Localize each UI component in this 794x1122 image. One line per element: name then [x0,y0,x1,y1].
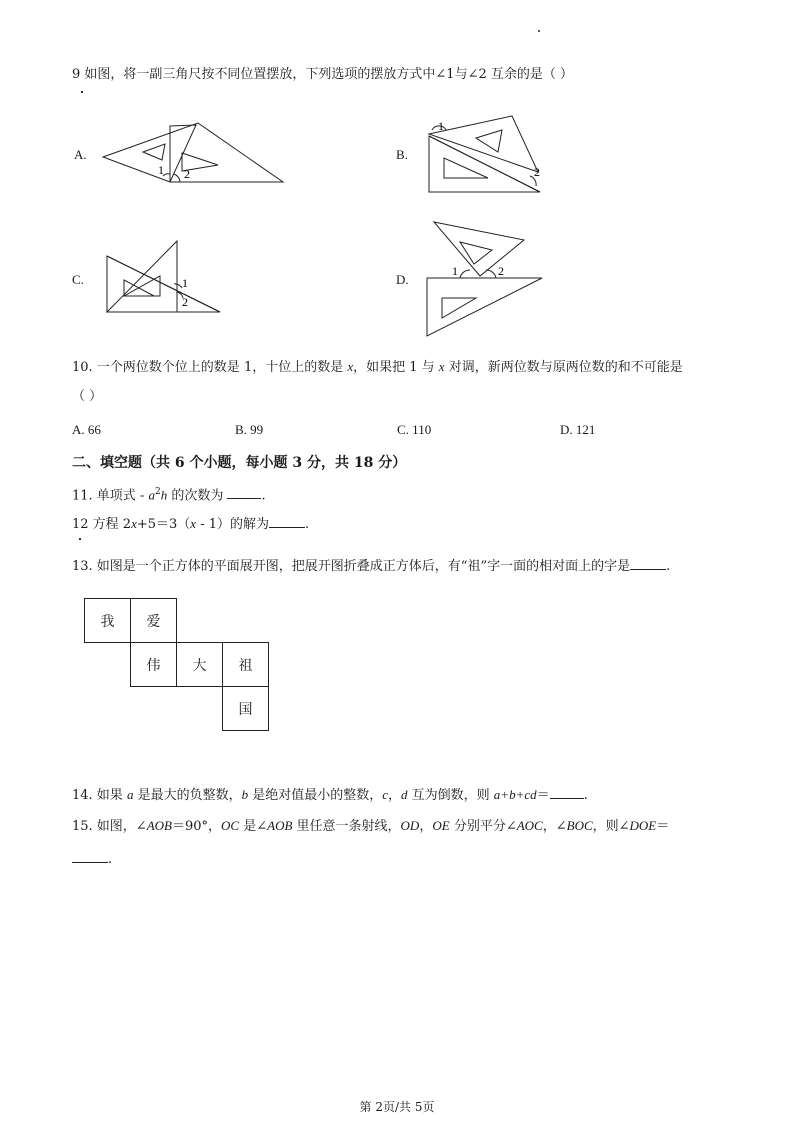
angle1-label: 1 [182,276,188,290]
angle2-label: 2 [184,167,190,181]
q15-t3: 里任意一条射线， [292,819,401,834]
q13-text: 13. 如图是一个正方体的平面展开图，把展开图折叠成正方体后，有“祖”字一面的相对面上的字是 [72,559,631,574]
q14-var-b: b [241,787,249,802]
q15-t6: ，∠ [542,819,567,834]
q12 [72,515,309,534]
q12-post: - 1）的解为 [196,517,270,532]
q10-stem-mid: ，如果把 1 与 [353,360,439,375]
q10-stem [72,358,683,377]
q9-figure-b [424,110,549,195]
q14-eq: ＝ [536,788,550,803]
angle1-label: 1 [452,264,458,278]
q15-t5: 分别平分∠ [449,819,517,834]
angle1-label: 1 [438,119,444,133]
q15-line2 [72,850,112,869]
q9-figure-d [424,218,549,340]
q10-option-c: C. 110 [397,422,432,437]
q14-answer-blank[interactable] [550,786,584,799]
q10-var-x: x [438,359,445,374]
angle2-label: 2 [182,295,188,309]
q15-answer-blank[interactable] [72,850,108,863]
q9-option-a-label: A. [74,147,87,162]
q15-pre: 15. 如图，∠ [72,819,147,834]
stray-dot [79,538,81,540]
q14-end: . [583,788,588,803]
q14-t3: ， [388,788,402,803]
q12-pre: 12 方程 2 [72,517,132,532]
q12-mid: +5＝3（ [136,517,191,532]
q15-aob2: AOB [267,818,293,833]
q14-t2: 是绝对值最小的整数， [248,788,383,803]
q14-expr: a+b+cd [493,787,537,802]
q14-var-a: a [126,787,134,802]
q10-option-d: D. 121 [560,422,596,437]
cube-net [84,598,269,731]
q11 [72,483,266,505]
stray-dot [81,91,83,93]
q14-pre: 14. 如果 [72,788,127,803]
q11-end: . [261,488,266,504]
net-cell-wo: 我 [85,599,131,643]
q11-var-h: h [160,487,168,503]
net-cell-guo: 国 [223,687,269,731]
q14-t1: 是最大的负整数， [133,788,242,803]
q10-option-a: A. 66 [72,422,101,437]
q10-stem-pre: 10. 一个两位数个位上的数是 1，十位上的数是 [72,360,348,375]
q15-oe: OE [432,818,450,833]
q15-oc: OC [221,818,240,833]
q12-answer-blank[interactable] [269,515,305,528]
page-footer: 第 2页/共 5页 [359,1100,435,1114]
q15-doe: DOE [629,818,657,833]
q11-post: 的次数为 [167,488,228,504]
q9-option-d-label: D. [396,272,409,287]
q13-answer-blank[interactable] [630,557,666,570]
q12-end: . [305,517,310,532]
q15-end: . [108,852,113,867]
angle1-label: 1 [158,163,164,177]
q14-t4: 互为倒数，则 [407,788,494,803]
net-cell-zu: 祖 [223,643,269,687]
q10-stem-post: 对调，新两位数与原两位数的和不可能是 [444,360,683,375]
q15-t4: ， [419,819,433,834]
q11-exponent: 2 [154,487,161,497]
q15-boc: BOC [566,818,593,833]
q15-aob: AOB [146,818,172,833]
net-cell-wei: 伟 [131,643,177,687]
q12-var-x: x [190,516,197,531]
q15-t1: ＝90°， [171,819,222,834]
net-cell-ai: 爱 [131,599,177,643]
q15-t8: ＝ [656,819,670,834]
q15-t2: 是∠ [239,819,268,834]
q11-answer-blank[interactable] [227,486,261,499]
q14-var-c: c [382,787,389,802]
q9-figure-a [100,118,290,188]
section2-title: 二、填空题（共 6 个小题，每小题 3 分，共 18 分） [72,455,407,471]
angle2-label: 2 [534,165,540,179]
q13-end: . [666,559,671,574]
q10-paren: （ ） [72,389,103,404]
q14-var-d: d [401,787,408,802]
q12-var-x: x [131,516,137,531]
top-dot [538,30,540,32]
q10-var-x: x [347,359,354,374]
q15-t7: ，则∠ [592,819,630,834]
q9-option-b-label: B. [396,147,408,162]
q15 [72,817,669,836]
q9-option-c-label: C. [72,272,84,287]
q15-aoc: AOC [516,818,543,833]
q11-var-a: a [148,487,155,503]
q13 [72,557,670,576]
q9-stem: 9 如图，将一副三角尺按不同位置摆放，下列选项的摆放方式中∠1与∠2 互余的是（ ） [72,67,573,82]
q14 [72,786,588,805]
q11-pre: 11. 单项式 - [72,488,149,504]
angle2-label: 2 [498,264,504,278]
q10-option-b: B. 99 [235,422,264,437]
net-cell-da: 大 [177,643,223,687]
q9-figure-c [104,238,229,318]
q15-od: OD [400,818,420,833]
